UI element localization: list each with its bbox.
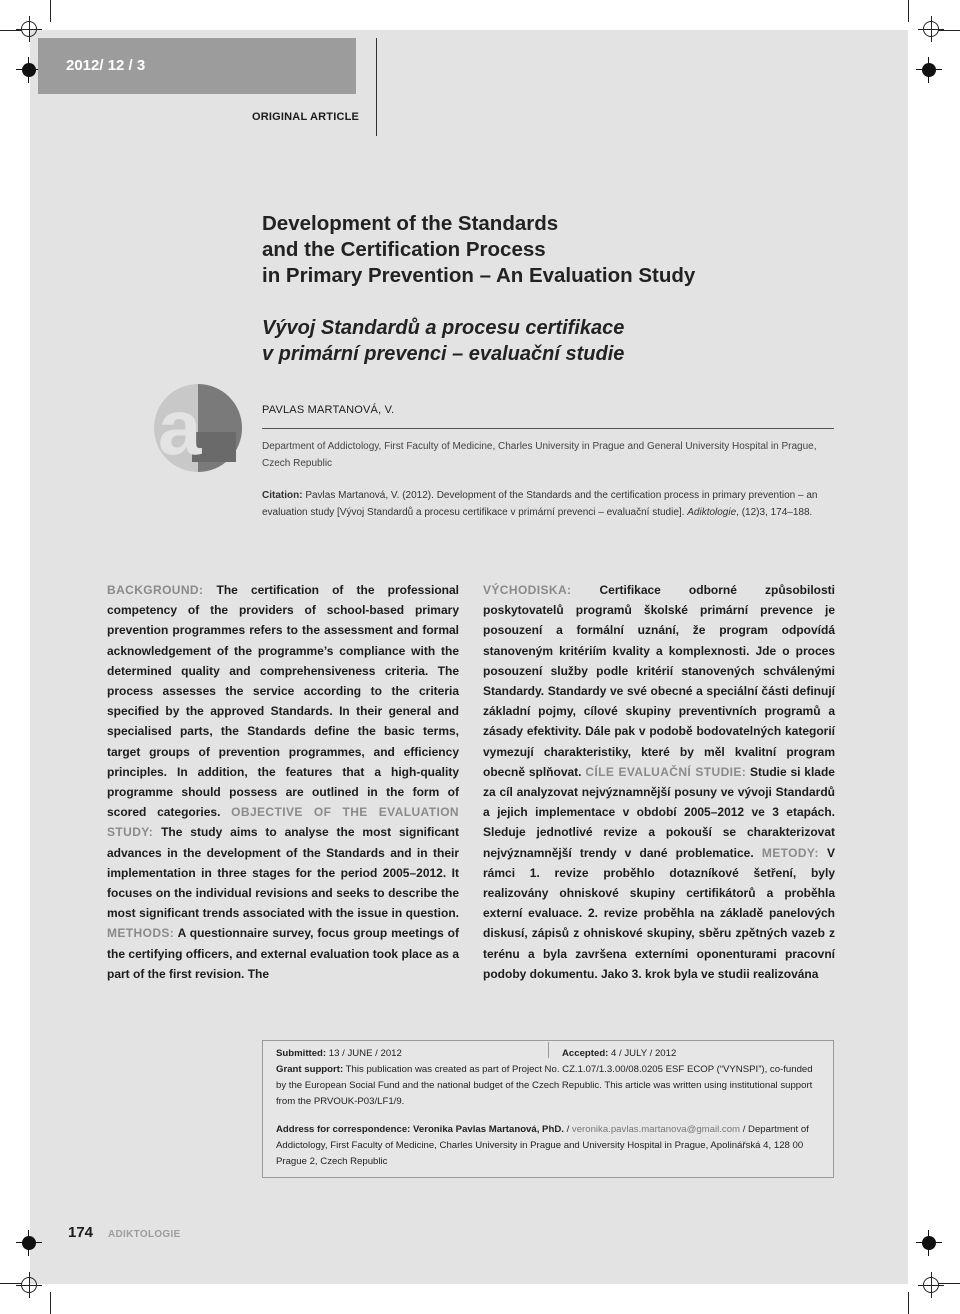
accepted-date: 4 / JULY / 2012 xyxy=(608,1048,677,1059)
submitted-label: Submitted: xyxy=(276,1048,327,1059)
title-line: Vývoj Standardů a procesu certifikace xyxy=(262,317,625,339)
correspondence-address: / Department of Addictology, First Faculty of Medicine, Charles University in Prague and University Hospital in Prague, Apolinářská 4, 128 00 Prague 2, Czech Republic xyxy=(276,1124,809,1167)
grant-label: Grant support: xyxy=(276,1064,344,1075)
journal-logo-icon xyxy=(152,382,244,474)
crop-mark xyxy=(50,0,51,22)
author-name: PAVLAS MARTANOVÁ, V. xyxy=(262,404,395,416)
registration-mark-icon xyxy=(923,1277,939,1293)
registration-dot-icon xyxy=(922,1236,936,1250)
abstract-paragraph: The certification of the professional competency of the providers of school-based primary prevention programmes refers to the assessment and formal acknowledgement of the programme’s compliance with the determined quality and comprehensiveness criteria. The process assesses the service according to the criteria specified by the approved Standards. In their general and specialised parts, the Standards define the basic terms, target groups of prevention programmes, and efficiency principles. In addition, the features that a high-quality programme should possess are outlined in the form of scored categories. xyxy=(107,583,459,820)
registration-mark-icon xyxy=(21,1277,37,1293)
correspondence-label: Address for correspondence: Veronika Pavlas Martanová, PhD. xyxy=(276,1124,564,1135)
crop-mark xyxy=(938,30,960,31)
title-line: Development of the Standards xyxy=(262,212,559,235)
registration-mark-icon xyxy=(21,21,37,37)
footer-journal-name: ADIKTOLOGIE xyxy=(108,1229,181,1240)
correspondence-email-link[interactable]: veronika.pavlas.martanova@gmail.com xyxy=(571,1124,741,1135)
crop-mark xyxy=(908,1292,909,1314)
abstract-heading: METHODS: xyxy=(107,926,175,941)
crop-mark xyxy=(908,0,909,22)
accepted-label: Accepted: xyxy=(562,1048,609,1059)
title-line: and the Certification Process xyxy=(262,238,546,261)
abstract-paragraph: The study aims to analyse the most significant advances in the development of the Standards and in their implementation in three stages for the period 2005–2012. It focuses on the individual revisions and seeks to describe the most significant trends associated with the issue in question. xyxy=(107,825,459,921)
citation-tail: , (12)3, 174–188. xyxy=(736,507,813,518)
title-line: in Primary Prevention – An Evaluation Study xyxy=(262,264,696,287)
title-line: v primární prevenci – evaluační studie xyxy=(262,343,625,365)
issue-label: 2012/ 12 / 3 xyxy=(38,38,356,94)
author-affiliation: Department of Addictology, First Faculty of Medicine, Charles University in Prague and General University Hospital in Prague, Czech Republic xyxy=(262,441,817,469)
submitted-date: 13 / JUNE / 2012 xyxy=(326,1048,402,1059)
abstract-heading: OBJECTIVE OF THE EVALUATION STUDY: xyxy=(107,805,460,840)
citation-label: Citation: xyxy=(262,490,303,501)
correspondence-separator: / xyxy=(563,1124,572,1135)
title-czech xyxy=(262,315,624,367)
header-divider xyxy=(376,38,377,136)
accepted-line xyxy=(562,1046,822,1062)
grant-support xyxy=(276,1062,824,1110)
abstract-english xyxy=(107,580,459,984)
abstract-heading: BACKGROUND: xyxy=(107,583,204,597)
registration-dot-icon xyxy=(22,1236,36,1250)
crop-mark xyxy=(938,1283,960,1284)
correspondence xyxy=(276,1122,824,1170)
submitted-divider xyxy=(548,1042,549,1058)
citation xyxy=(262,487,834,521)
author-divider xyxy=(262,428,834,429)
crop-mark xyxy=(0,30,22,31)
citation-text: Pavlas Martanová, V. (2012). Development of the Standards and the certification process in primary prevention – an evaluation study [Vývoj Standardů a procesu certifikace v primární prevenci – evaluační studie]. xyxy=(262,490,818,518)
abstract-paragraph: Studie si klade za cíl analyzovat nejvýznamnější posuny ve vývoji Standardů a jejich implementace v období 2005–2012 ve 3 etapách. Sleduje jednotlivé revize a pokouší se charakterizovat nejvýznamnější trendy v dané problematice. xyxy=(483,764,835,860)
crop-mark xyxy=(0,1283,22,1284)
abstract-paragraph: A questionnaire survey, focus group meetings of the certifying officers, and external evaluation took place as a part of the first revision. The xyxy=(107,926,459,981)
registration-mark-icon xyxy=(923,21,939,37)
abstract-paragraph: Certifikace odborné způsobilosti poskytovatelů programů školské primární prevence je posouzení a formální uznání, že program odpovídá stanoveným kritériím kvality a komplexnosti. Jde o proces posouzení služby podle kritérií stanovených schválenými Standardy. Standardy ve své obecné a speciální části definují základní pojmy, cílové skupiny preventivních programů a zásady efektivity. Dále pak v podobě bodovatelných kategorií vymezují charakteristiky, které by měl kvalitní program obecně splňovat. xyxy=(483,583,835,779)
abstract-heading: VÝCHODISKA: xyxy=(483,583,572,597)
citation-journal: Adiktologie xyxy=(687,507,737,518)
crop-mark xyxy=(50,1292,51,1314)
grant-text: This publication was created as part of Project No. CZ.1.07/1.3.00/08.0205 ESF ECOP (“VYNSPI”), co-funded by the European Social Fund and the national budget of the Czech Republic. This article was written using institutional support from the PRVOUK-P03/LF1/9. xyxy=(276,1064,813,1107)
abstract-czech xyxy=(483,580,835,984)
registration-dot-icon xyxy=(22,63,36,77)
logo-letter: a xyxy=(158,383,202,471)
abstract-heading: METODY: xyxy=(761,845,819,860)
registration-dot-icon xyxy=(922,63,936,77)
abstract-paragraph: V rámci 1. revize proběhlo dotazníkové šetření, byly realizovány ohniskové skupiny certifikátorů a proběhla externí evaluace. 2. revize proběhla na základě panelových diskusí, zápisů z ohniskové skupiny, sběru zpětných vazeb z terénu a byla završena externími oponenturami pracovní podoby dokumentu. Jako 3. krok byla ve studii realizována xyxy=(483,845,835,981)
article-type: ORIGINAL ARTICLE xyxy=(252,111,360,123)
abstract-heading: CÍLE EVALUAČNÍ STUDIE: xyxy=(585,764,747,779)
title-english xyxy=(262,211,695,289)
page-number: 174 xyxy=(68,1224,94,1241)
